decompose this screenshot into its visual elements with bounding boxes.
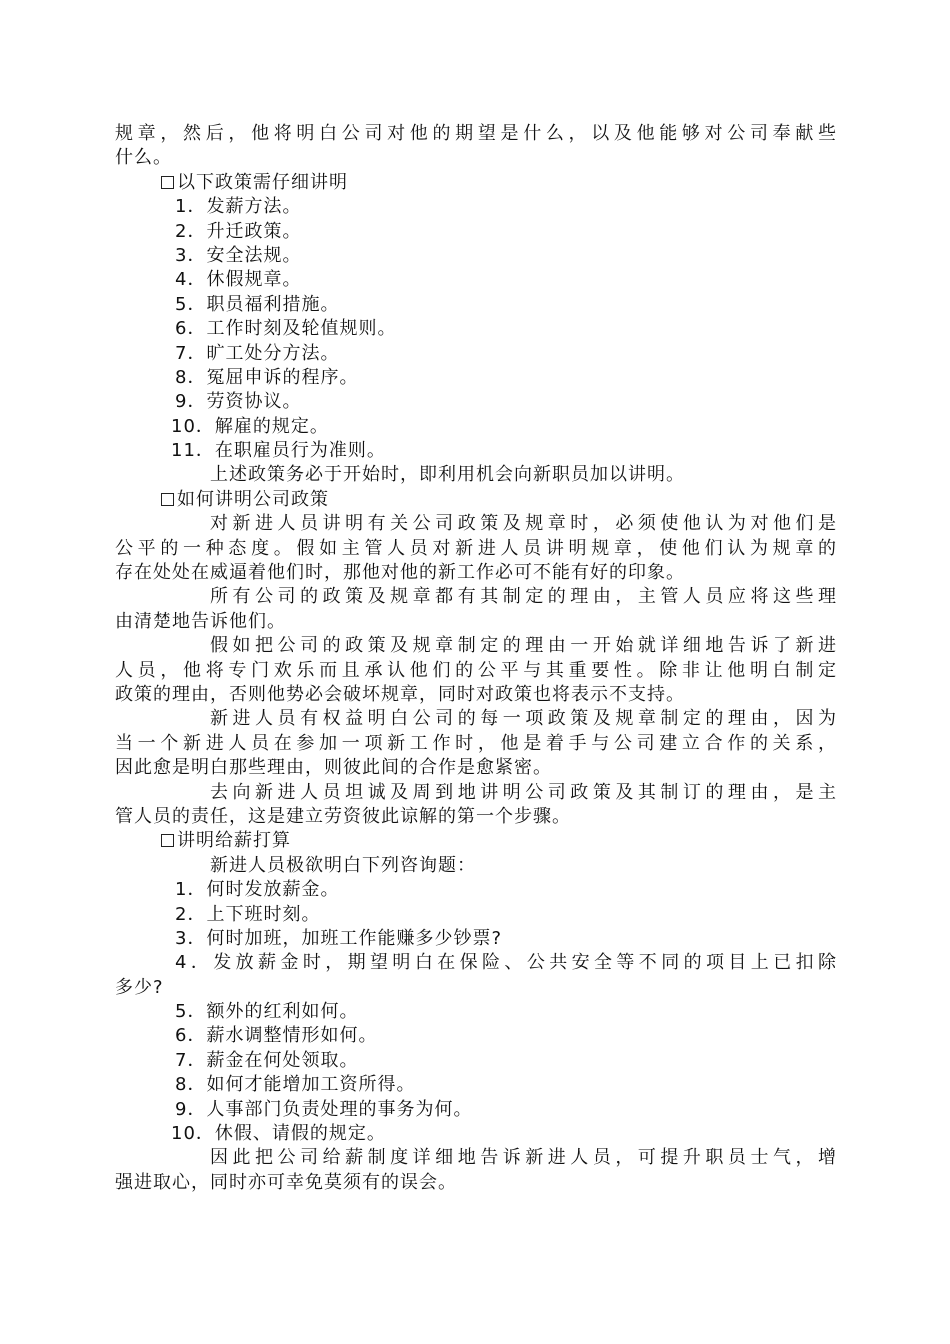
list-item: 10．休假、请假的规定。 — [171, 1123, 386, 1145]
section-heading-text: 以下政策需仔细讲明 — [177, 171, 348, 193]
list-item: 7．旷工处分方法。 — [175, 342, 340, 364]
intro-line-2: 什么。 — [115, 147, 172, 169]
intro-line-1: 规章，然后，他将明白公司对他的期望是什么，以及他能够对公司奉献些 — [115, 123, 837, 144]
paragraph-line: 假如把公司的政策及规章制定的理由一开始就详细地告诉了新进 — [210, 635, 837, 657]
section-closing: 上述政策务必于开始时，即利用机会向新职员加以讲明。 — [210, 464, 685, 486]
list-item: 4．休假规章。 — [175, 269, 302, 291]
list-item: 4．发放薪金时，期望明白在保险、公共安全等不同的项目上已扣除 — [175, 952, 837, 974]
paragraph-line: 新进人员有权益明白公司的每一项政策及规章制定的理由，因为 — [210, 708, 837, 730]
section-lead: 新进人员极欲明白下列咨询题： — [210, 854, 476, 876]
list-item: 9．劳资协议。 — [175, 391, 302, 413]
checkbox-bullet-icon — [161, 176, 174, 189]
list-item: 9．人事部门负责处理的事务为何。 — [175, 1098, 473, 1120]
paragraph-line: 管人员的责任，这是建立劳资彼此谅解的第一个步骤。 — [115, 805, 571, 827]
paragraph-line: 所有公司的政策及规章都有其制定的理由，主管人员应将这些理 — [210, 586, 837, 608]
paragraph-line: 因此愈是明白那些理由，则彼此间的合作是愈紧密。 — [115, 757, 552, 779]
list-item: 3．安全法规。 — [175, 244, 302, 266]
section-heading-explain-policy — [115, 488, 837, 512]
paragraph-line: 公平的一种态度。假如主管人员对新进人员讲明规章，使他们认为规章的 — [115, 537, 837, 559]
paragraph-line: 因此把公司给薪制度详细地告诉新进人员，可提升职员士气，增 — [210, 1147, 837, 1169]
paragraph-line: 强进取心，同时亦可幸免莫须有的误会。 — [115, 1171, 457, 1193]
section-heading-pay-plan — [115, 829, 837, 853]
list-item: 7．薪金在何处领取。 — [175, 1049, 359, 1071]
list-item: 11．在职雇员行为准则。 — [171, 440, 386, 462]
list-item: 3．何时加班，加班工作能赚多少钞票? — [175, 927, 503, 949]
document-body — [115, 122, 837, 1195]
list-item: 2．升迁政策。 — [175, 220, 302, 242]
list-item: 10．解雇的规定。 — [171, 415, 329, 437]
checkbox-bullet-icon — [161, 493, 174, 506]
list-item: 8．如何才能增加工资所得。 — [175, 1074, 416, 1096]
list-item: 6．薪水调整情形如何。 — [175, 1025, 378, 1047]
list-item: 6．工作时刻及轮值规则。 — [175, 318, 397, 340]
paragraph-line: 对新进人员讲明有关公司政策及规章时，必须使他认为对他们是 — [210, 513, 837, 535]
list-item: 1．发薪方法。 — [175, 196, 302, 218]
list-item: 5．额外的红利如何。 — [175, 1001, 359, 1023]
list-item-continuation: 多少? — [115, 976, 164, 998]
paragraph-line: 去向新进人员坦诚及周到地讲明公司政策及其制订的理由，是主 — [210, 781, 837, 803]
list-item: 5．职员福利措施。 — [175, 293, 340, 315]
paragraph-line: 由清楚地告诉他们。 — [115, 610, 286, 632]
list-item: 8．冤屈申诉的程序。 — [175, 366, 359, 388]
checkbox-bullet-icon — [161, 834, 174, 847]
paragraph-line: 当一个新进人员在参加一项新工作时，他是着手与公司建立合作的关系， — [115, 732, 837, 754]
section-heading-text: 如何讲明公司政策 — [177, 488, 329, 510]
list-item: 2．上下班时刻。 — [175, 903, 321, 925]
section-heading-text: 讲明给薪打算 — [177, 830, 291, 852]
paragraph-line: 政策的理由，否则他势必会破坏规章，同时对政策也将表示不支持。 — [115, 683, 685, 705]
list-item: 1．何时发放薪金。 — [175, 879, 340, 901]
paragraph-line: 存在处处在威逼着他们时，那他对他的新工作必可不能有好的印象。 — [115, 562, 685, 584]
paragraph-line: 人员，他将专门欢乐而且承认他们的公平与其重要性。除非让他明白制定 — [115, 659, 837, 681]
section-heading-policies — [115, 171, 837, 195]
